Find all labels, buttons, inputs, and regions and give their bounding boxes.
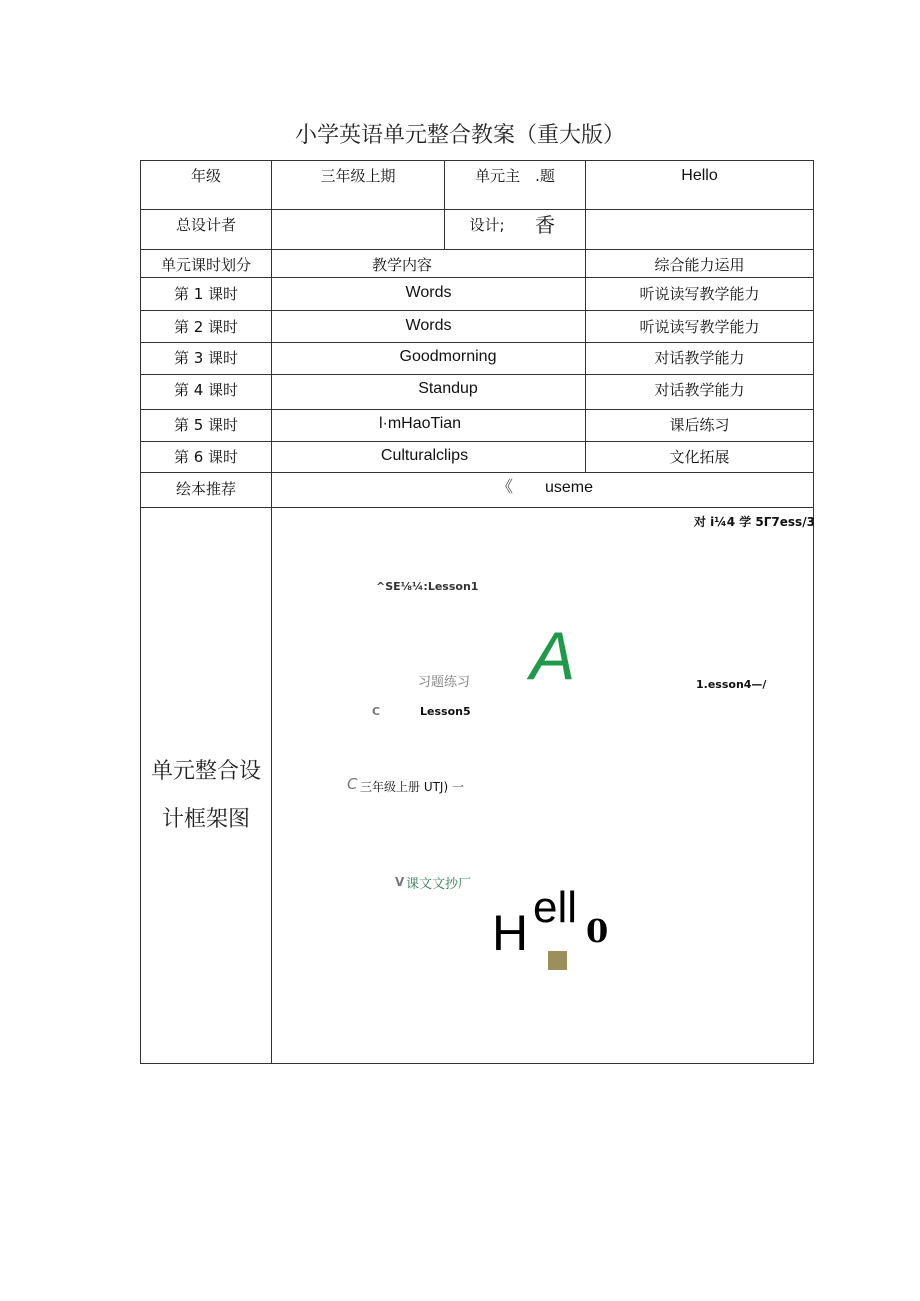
lesson-ability: 文化拓展 — [669, 448, 730, 466]
hello-logo-ell: ell — [533, 883, 578, 932]
grade-label: 年级 — [190, 167, 221, 185]
theme-value: Hello — [681, 167, 718, 184]
framework-exercises: 习题练习 — [418, 675, 471, 690]
hello-logo-h: H — [492, 905, 529, 961]
framework-big-letter: A — [530, 618, 576, 694]
framework-label-line2: 计框架图 — [161, 807, 250, 832]
lesson-period: 第 6 课时 — [173, 448, 239, 466]
lesson-period: 第 4 课时 — [173, 381, 239, 399]
framework-lesson5: Lesson5 — [420, 705, 471, 718]
col-ability-header: 综合能力运用 — [654, 256, 745, 274]
color-swatch — [548, 951, 567, 970]
lesson-content: l·mHaoTian — [378, 415, 462, 432]
picture-book-label: 绘本推荐 — [175, 480, 236, 498]
lesson-content: Goodmorning — [399, 348, 497, 365]
designer-label: 总设计者 — [175, 216, 236, 234]
design-label: 设计; — [469, 216, 505, 234]
lesson-period: 第 1 课时 — [173, 285, 239, 303]
page-title: 小学英语单元整合教案（重大版） — [294, 123, 625, 148]
lesson-ability: 听说读写教学能力 — [639, 285, 760, 303]
lesson-content: Standup — [418, 380, 478, 397]
framework-v-mark: V — [395, 875, 405, 889]
hello-logo-o: 0 — [586, 912, 609, 950]
lesson-content: Words — [405, 284, 452, 301]
framework-c-italic: C — [347, 775, 358, 793]
framework-top-right: 对 i¼4 学 5Г7ess/3 — [694, 515, 815, 529]
theme-label: 单元主 .题 — [475, 167, 555, 185]
lesson-ability: 对话教学能力 — [654, 381, 745, 399]
lesson-period: 第 5 课时 — [173, 416, 239, 434]
col-content-header: 教学内容 — [371, 256, 432, 274]
design-value: 香 — [535, 213, 555, 237]
lesson-content: Words — [405, 317, 452, 334]
framework-lesson4: 1.esson4—/ — [696, 678, 767, 691]
grade-value: 三年级上期 — [320, 167, 396, 185]
lesson-period: 第 3 课时 — [173, 349, 239, 367]
lesson-ability: 课后练习 — [669, 416, 730, 434]
col-period-header: 单元课时划分 — [160, 256, 251, 274]
framework-book-line: 三年级上册 UTJ) 一 — [360, 780, 464, 794]
lesson-ability: 听说读写教学能力 — [639, 318, 760, 336]
framework-label-line1: 单元整合设 — [150, 759, 261, 784]
lesson-content: Culturalclips — [380, 447, 469, 464]
framework-label — [141, 748, 271, 844]
framework-copy-text: 课文文抄厂 — [406, 877, 472, 892]
picture-book-value: 《 useme — [497, 479, 594, 496]
framework-c-mark: C — [372, 705, 381, 718]
lesson-period: 第 2 课时 — [173, 318, 239, 336]
framework-lesson1: ^SE⅛¼:Lesson1 — [376, 580, 479, 593]
lesson-ability: 对话教学能力 — [654, 349, 745, 367]
